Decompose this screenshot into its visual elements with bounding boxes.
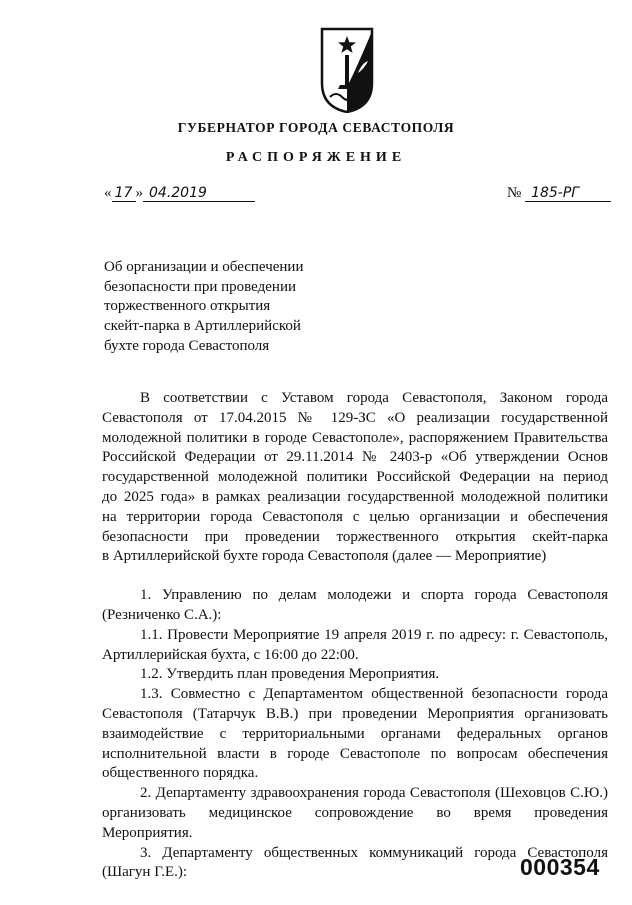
clause-2-line: организовать медицинское сопровождение во время проведения <box>102 804 608 821</box>
clause-1-3-line: 1.3. Совместно с Департаментом общественной безопасности города <box>140 686 608 703</box>
clause-3-line: (Шагун Г.Е.): <box>102 864 188 881</box>
preamble-line: В соответствии с Уставом города Севастополя, Законом города <box>140 390 608 406</box>
preamble-line: молодежной политики в городе Севастополе», распоряжением Правительства <box>102 429 608 446</box>
clause-1-3-line: исполнительной власти в городе Севастополе по вопросам обеспечения <box>102 745 608 762</box>
number-value: 185-РГ <box>531 185 580 201</box>
document-serial-number: 000354 <box>520 854 600 880</box>
clause-1-3-line: Севастополя (Татарчук В.В.) при проведении Мероприятия организовать <box>102 705 608 722</box>
clause-1-line: (Резниченко С.А.): <box>102 606 222 623</box>
preamble-line: Севастополя от 17.04.2015 № 129-ЗС «О реализации государственной <box>102 409 608 426</box>
clause-1-3-line: взаимодействие с территориальными органами федеральных органов <box>102 725 608 742</box>
preamble-line: в Артиллерийской бухте города Севастополя (далее — Мероприятие) <box>102 548 547 565</box>
clause-1-1-line: Артиллерийская бухта, с 16:00 до 22:00. <box>102 646 359 663</box>
order-date <box>104 185 255 202</box>
governor-title: ГУБЕРНАТОР ГОРОДА СЕВАСТОПОЛЯ <box>177 120 455 135</box>
subject-line: Об организации и обеспечении <box>104 259 304 275</box>
date-close-quote: » <box>135 185 143 201</box>
clause-2-line: 2. Департаменту здравоохранения города Севастополя (Шеховцов С.Ю.) <box>140 785 608 802</box>
subject-line: торжественного открытия <box>104 298 271 315</box>
subject-line: скейт-парка в Артиллерийской <box>104 318 301 335</box>
date-month-year: 04.2019 <box>149 185 207 201</box>
preamble-line: безопасности при проведении торжественного открытия скейт-парка <box>102 528 608 545</box>
clause-1-1-line: 1.1. Провести Мероприятие 19 апреля 2019 г. по адресу: г. Севастополь, <box>140 626 608 643</box>
number-sign: № <box>507 185 522 201</box>
order-number <box>507 185 611 202</box>
preamble-line: Российской Федерации от 29.11.2014 № 2403-р «Об утверждении Основ <box>102 449 608 466</box>
date-day: 17 <box>114 185 133 201</box>
date-open-quote: « <box>104 185 112 201</box>
subject-line: бухте города Севастополя <box>104 337 270 354</box>
order-body <box>102 389 608 883</box>
order-subject <box>104 258 334 357</box>
coat-of-arms-emblem <box>318 27 376 113</box>
preamble-line: до 2025 года» в рамках реализации государственной молодежной политики <box>102 488 608 505</box>
clause-1-2-line: 1.2. Утвердить план проведения Мероприятия. <box>140 666 440 683</box>
subject-line: безопасности при проведении <box>104 278 297 295</box>
clause-1-3-line: общественного порядка. <box>102 765 259 782</box>
clause-2-line: Мероприятия. <box>102 824 193 841</box>
document-type-title: РАСПОРЯЖЕНИЕ <box>225 150 407 165</box>
clause-1-line: 1. Управлению по делам молодежи и спорта города Севастополя <box>140 587 608 604</box>
preamble-line: на территории города Севастополя с целью организации и обеспечения <box>102 508 608 525</box>
clause-3-line: 3. Департаменту общественных коммуникаций города Севастополя <box>140 844 608 861</box>
preamble-line: государственной молодежной политики Российской Федерации на период <box>102 469 608 486</box>
